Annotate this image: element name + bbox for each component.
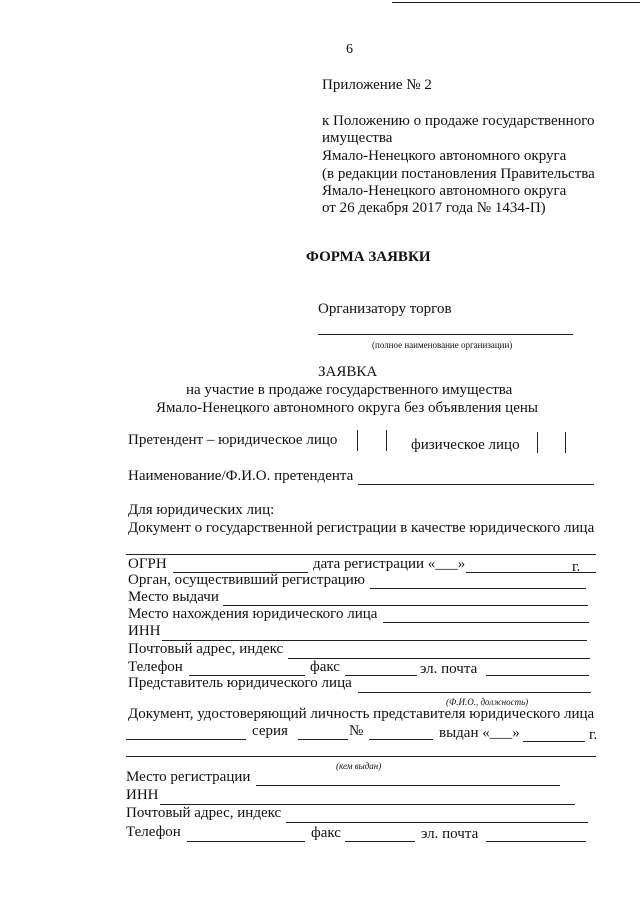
appendix-line: от 26 декабря 2017 года № 1434-П) bbox=[322, 200, 546, 216]
inn2-label: ИНН bbox=[126, 787, 159, 803]
issued-date-field[interactable] bbox=[523, 741, 585, 742]
fax2-label: факс bbox=[311, 825, 341, 841]
location-label: Место нахождения юридического лица bbox=[128, 606, 378, 622]
page-number: 6 bbox=[346, 42, 353, 57]
applicant-name-label: Наименование/Ф.И.О. претендента bbox=[128, 468, 354, 484]
legal-doc-field[interactable] bbox=[126, 554, 596, 555]
fax-field[interactable] bbox=[345, 675, 417, 676]
id-doc-type-field[interactable] bbox=[126, 739, 246, 740]
ogrn-label: ОГРН bbox=[128, 556, 167, 572]
series-label: серия bbox=[252, 723, 288, 739]
id-doc-label: Документ, удостоверяющий личность представителя юридического лица bbox=[128, 706, 595, 722]
form-title: ФОРМА ЗАЯВКИ bbox=[306, 249, 431, 265]
representative-label: Представитель юридического лица bbox=[128, 675, 352, 691]
legal-heading: Для юридических лиц: bbox=[128, 502, 275, 518]
applicant-individual-label: физическое лицо bbox=[411, 437, 520, 453]
application-subtitle: Ямало-Ненецкого автономного округа без объявления цены bbox=[156, 400, 538, 416]
email-field[interactable] bbox=[486, 675, 589, 676]
issued-by-hint: (кем выдан) bbox=[336, 761, 382, 771]
appendix-line: Ямало-Ненецкого автономного округа bbox=[322, 148, 567, 164]
number-label: № bbox=[349, 723, 364, 739]
series-field[interactable] bbox=[298, 739, 348, 740]
application-title: ЗАЯВКА bbox=[318, 364, 378, 380]
email2-label: эл. почта bbox=[421, 826, 479, 842]
reg-date-label: дата регистрации «___» bbox=[313, 556, 466, 572]
individual-checkbox-right[interactable] bbox=[565, 432, 566, 453]
postal2-label: Почтовый адрес, индекс bbox=[126, 805, 282, 821]
postal-label: Почтовый адрес, индекс bbox=[128, 641, 284, 657]
number-field[interactable] bbox=[369, 739, 433, 740]
email2-field[interactable] bbox=[486, 841, 586, 842]
appendix-line: Ямало-Ненецкого автономного округа bbox=[322, 183, 567, 199]
reg-place-label: Место регистрации bbox=[126, 769, 251, 785]
issued-label: выдан «___» bbox=[439, 725, 520, 741]
legal-checkbox-right[interactable] bbox=[386, 430, 387, 451]
issued-year-suffix: г. bbox=[589, 727, 598, 743]
applicant-name-field[interactable] bbox=[358, 484, 594, 485]
representative-hint: (Ф.И.О., должность) bbox=[446, 697, 529, 707]
fax-label: факс bbox=[310, 659, 340, 675]
authority-field[interactable] bbox=[370, 588, 586, 589]
fax2-field[interactable] bbox=[345, 841, 415, 842]
organizer-hint: (полное наименование организации) bbox=[372, 340, 513, 350]
organizer-name-field[interactable] bbox=[318, 334, 573, 335]
application-subtitle: на участие в продаже государственного имущества bbox=[186, 382, 513, 398]
email-label: эл. почта bbox=[420, 661, 478, 677]
phone2-field[interactable] bbox=[187, 841, 305, 842]
inn-label: ИНН bbox=[128, 623, 161, 639]
issued-by-field[interactable] bbox=[126, 756, 596, 757]
appendix-line: (в редакции постановления Правительства bbox=[322, 166, 595, 182]
phone2-label: Телефон bbox=[126, 824, 181, 840]
legal-checkbox-left[interactable] bbox=[357, 430, 358, 451]
individual-checkbox-left[interactable] bbox=[537, 432, 538, 453]
representative-field[interactable] bbox=[358, 692, 591, 693]
legal-doc-label: Документ о государственной регистрации в качестве юридического лица bbox=[128, 520, 595, 536]
reg-year-suffix: г. bbox=[572, 559, 581, 575]
organizer-label: Организатору торгов bbox=[318, 301, 452, 317]
postal2-field[interactable] bbox=[286, 822, 588, 823]
location-field[interactable] bbox=[383, 622, 589, 623]
authority-label: Орган, осуществивший регистрацию bbox=[128, 572, 365, 588]
issue-place-label: Место выдачи bbox=[128, 589, 219, 605]
phone-label: Телефон bbox=[128, 659, 183, 675]
applicant-legal-label: Претендент – юридическое лицо bbox=[128, 432, 338, 448]
reg-place-field[interactable] bbox=[256, 785, 560, 786]
appendix-line: имущества bbox=[322, 130, 393, 146]
top-rule bbox=[392, 2, 640, 3]
appendix-title: Приложение № 2 bbox=[322, 77, 432, 93]
appendix-line: к Положению о продаже государственного bbox=[322, 113, 595, 129]
